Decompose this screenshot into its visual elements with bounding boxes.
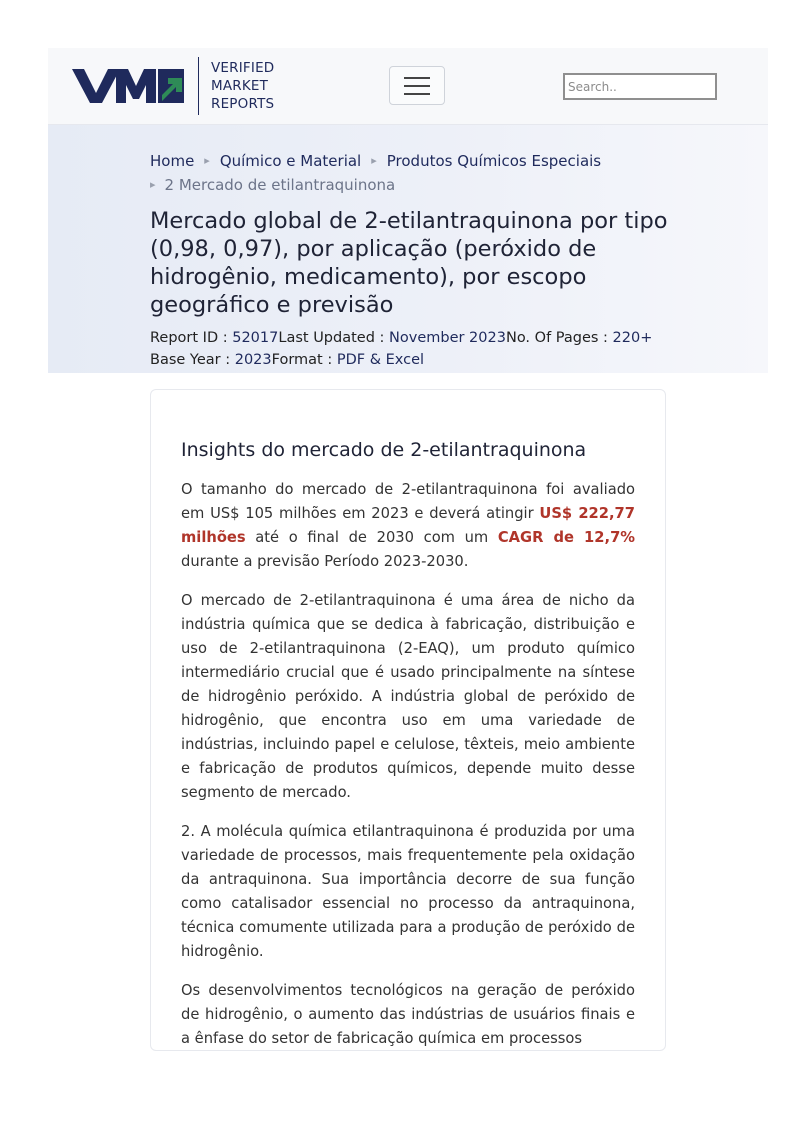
report-meta-row-2: [150, 349, 710, 371]
insights-p1-text-a: O tamanho do mercado de 2-etilantraquinona foi avaliado em US$ 105 milhões em 2023 e deverá atingir: [181, 481, 635, 522]
breadcrumb-row-2: [150, 173, 670, 197]
base-year-value: 2023: [234, 352, 272, 368]
brand-name-line-2: MARKET: [211, 78, 269, 94]
page-title: Mercado global de 2-etilantraquinona por tipo (0,98, 0,97), por aplicação (peróxido de hidrogênio, medicamento), por escopo geográfico e previsão: [150, 208, 668, 318]
insights-paragraph-3: 2. A molécula química etilantraquinona é produzida por uma variedade de processos, mais frequentemente pela oxidação da antraquinona. Sua importância decorre de sua função como catalisador essencial no processo da antraquinona, técnica comumente utilizada para a produção de peróxido de hidrogênio.: [181, 823, 635, 960]
insights-heading: Insights do mercado de 2-etilantraquinona: [181, 439, 587, 461]
vmr-logo[interactable]: [72, 57, 274, 115]
base-year-label: Base Year :: [150, 352, 235, 368]
report-id-label: Report ID :: [150, 330, 233, 346]
market-value-highlight: US$ 222,77 milhões: [181, 505, 635, 546]
hamburger-icon-bar-2: [404, 85, 430, 87]
hamburger-icon-bar-3: [404, 93, 430, 95]
insights-paragraph-1: [181, 478, 635, 574]
insights-content: [181, 478, 635, 1051]
report-hero: [48, 125, 768, 373]
search-input[interactable]: [563, 73, 717, 100]
insights-card: [150, 389, 666, 1051]
breadcrumb-specialty-chemicals[interactable]: Produtos Químicos Especiais: [386, 152, 602, 170]
brand-name-line-3: REPORTS: [211, 96, 275, 112]
hamburger-icon: [404, 77, 430, 79]
last-updated-label: Last Updated :: [278, 330, 390, 346]
report-meta: [150, 327, 710, 371]
cagr-highlight: CAGR de 12,7%: [497, 529, 635, 546]
report-meta-row-1: [150, 327, 710, 349]
breadcrumb-current: 2 Mercado de etilantraquinona: [164, 176, 396, 194]
menu-toggle-button[interactable]: [389, 66, 445, 105]
brand-name-line-1: VERIFIED: [211, 60, 275, 76]
breadcrumb-row-1: [150, 149, 670, 173]
insights-paragraph-4: Os desenvolvimentos tecnológicos na geração de peróxido de hidrogênio, o aumento das indústrias de usuários finais e a ênfase do setor de fabricação química em processos: [181, 982, 635, 1047]
pages-value: 220+: [612, 330, 653, 346]
chevron-right-icon: ▸: [371, 154, 377, 167]
last-updated-value: November 2023: [389, 330, 506, 346]
format-value: PDF & Excel: [336, 352, 425, 368]
format-label: Format :: [271, 352, 337, 368]
brand-name: [211, 59, 274, 113]
breadcrumb-chemical-material[interactable]: Químico e Material: [219, 152, 362, 170]
insights-p1-text-c: durante a previsão Período 2023-2030.: [181, 553, 469, 570]
vmr-logo-icon: [72, 66, 184, 106]
chevron-right-icon: ▸: [150, 178, 156, 191]
report-id-value: 52017: [232, 330, 279, 346]
chevron-right-icon: ▸: [204, 154, 210, 167]
site-header: [48, 48, 768, 125]
pages-label: No. Of Pages :: [505, 330, 613, 346]
breadcrumb: [150, 149, 670, 197]
breadcrumb-home[interactable]: Home: [150, 152, 195, 170]
insights-paragraph-2: O mercado de 2-etilantraquinona é uma área de nicho da indústria química que se dedica à fabricação, distribuição e uso de 2-etilantraquinona (2-EAQ), um produto químico intermediário crucial que é usado principalmente na síntese de hidrogênio peróxido. A indústria global de peróxido de hidrogênio, que encontra uso em uma variedade de indústrias, incluindo papel e celulose, têxteis, meio ambiente e fabricação de produtos químicos, depende muito desse segmento de mercado.: [181, 592, 635, 801]
insights-p1-text-b: até o final de 2030 com um: [245, 529, 498, 546]
logo-divider: [198, 57, 199, 115]
